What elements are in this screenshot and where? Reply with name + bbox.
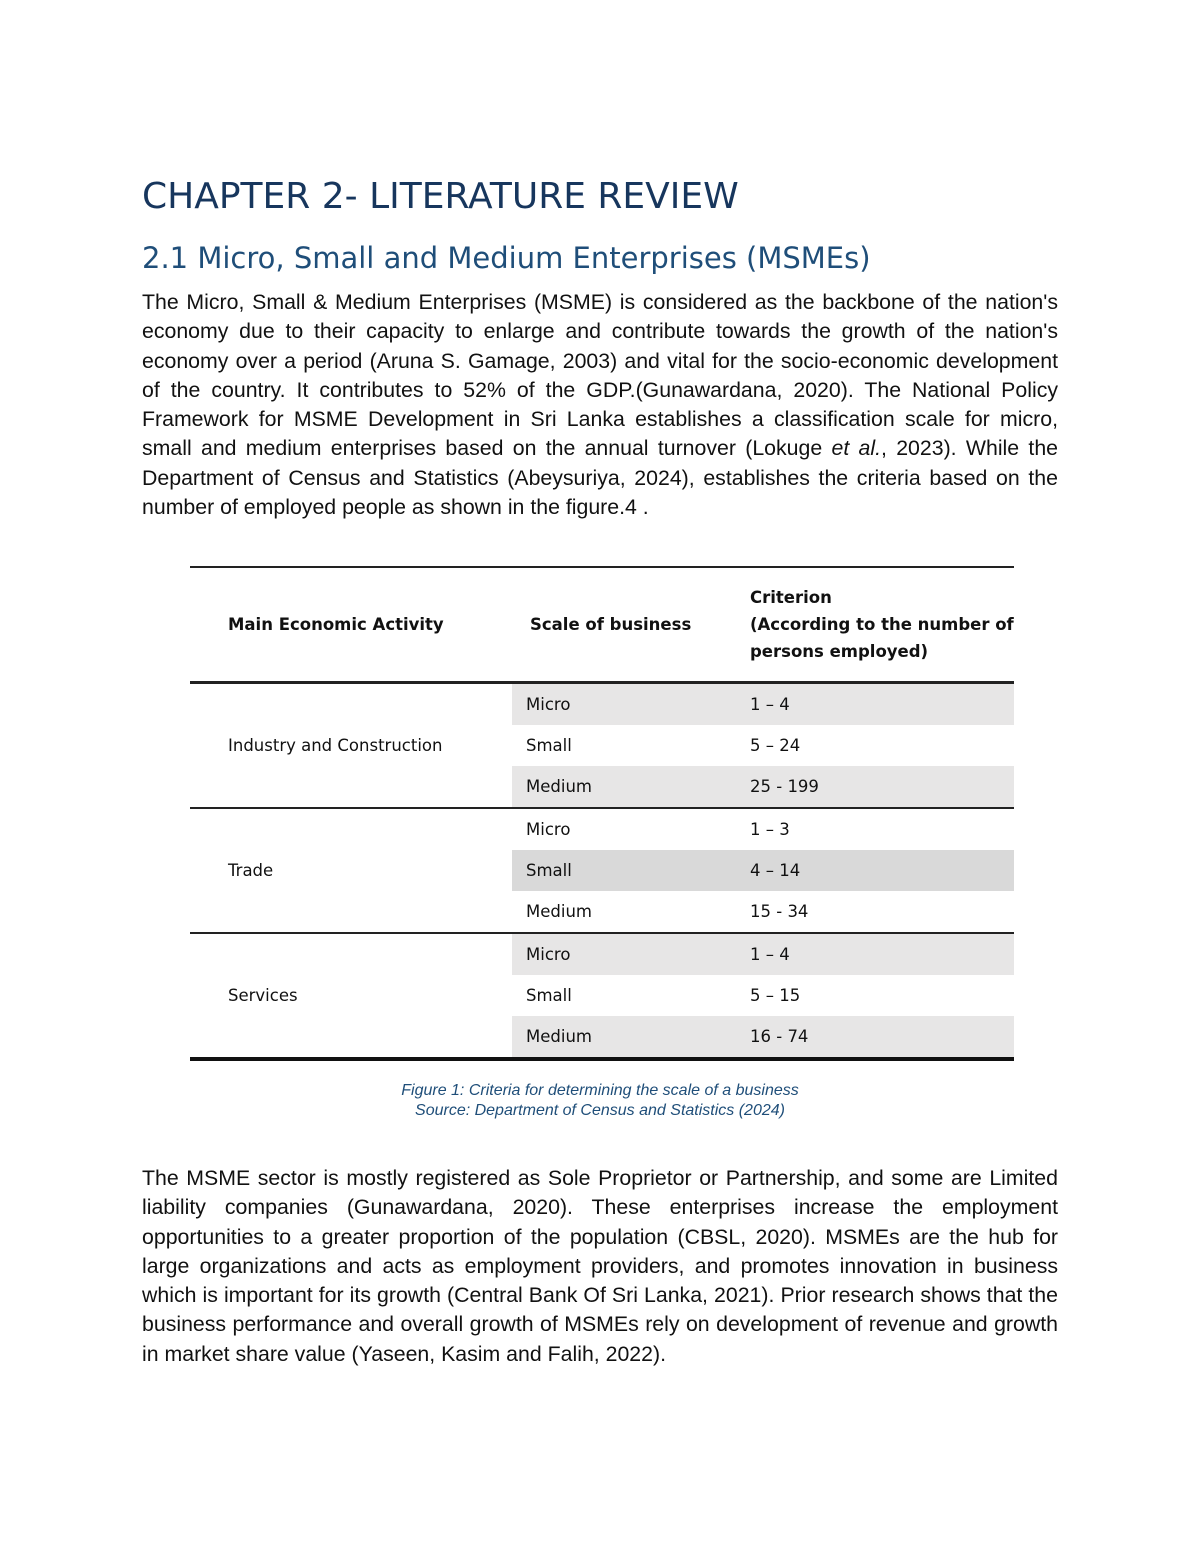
- scale-cell: Small: [512, 850, 724, 891]
- figure-caption-title: Figure 1: Criteria for determining the scale of a business: [401, 1082, 799, 1099]
- paragraph-intro: [142, 288, 1058, 522]
- activity-cell: Services: [190, 933, 512, 1059]
- criteria-table-figure: [190, 566, 1014, 1061]
- criteria-table: [190, 566, 1014, 1061]
- paragraph-intro-text-a: The Micro, Small & Medium Enterprises (MSME) is considered as the backbone of the nation's economy due to their capacity to enlarge and contribute towards the growth of the nation's economy over a period (Aruna S. Gamage, 2003) and vital for the socio-economic development of the country. It contributes to 52% of the GDP.(Gunawardana, 2020). The National Policy Framework for MSME Development in Sri Lanka establishes a classification scale for micro, small and medium enterprises based on the annual turnover (Lokuge: [142, 290, 1058, 461]
- scale-cell: Medium: [512, 766, 724, 808]
- table-header-row: [190, 567, 1014, 683]
- header-scale: Scale of business: [512, 567, 724, 683]
- scale-cell: Micro: [512, 683, 724, 726]
- criterion-cell: 5 – 24: [750, 736, 801, 755]
- table-row: [190, 808, 1014, 850]
- paragraph-intro-text-b: , 2023). While the Department of Census and Statistics (Abeysuriya, 2024), establishes the criteria based on the number of employed people as shown in the figure.4 .: [142, 436, 1059, 520]
- scale-cell: Micro: [526, 820, 571, 839]
- chapter-title: CHAPTER 2- LITERATURE REVIEW: [142, 176, 739, 217]
- figure-caption-source: Source: Department of Census and Statistics (2024): [415, 1102, 785, 1119]
- paragraph-intro-italic: et al.: [831, 436, 882, 461]
- scale-cell: Medium: [512, 1016, 724, 1059]
- activity-cell: Industry and Construction: [190, 683, 512, 809]
- header-criterion-title: Criterion: [750, 588, 832, 607]
- scale-cell: Small: [526, 736, 572, 755]
- scale-cell: Medium: [512, 891, 724, 933]
- criterion-cell: 1 – 3: [750, 820, 790, 839]
- header-criterion-subtitle: (According to the number of persons employed): [750, 615, 1014, 661]
- scale-cell: Small: [526, 986, 572, 1005]
- criterion-cell: 4 – 14: [724, 850, 1014, 891]
- table-row: [190, 933, 1014, 975]
- criterion-cell: 5 – 15: [750, 986, 801, 1005]
- criterion-cell: 15 - 34: [724, 891, 1014, 933]
- criterion-cell: 25 - 199: [724, 766, 1014, 808]
- scale-cell: Micro: [512, 933, 724, 975]
- paragraph-msme-sector: The MSME sector is mostly registered as Sole Proprietor or Partnership, and some are Limited liability companies (Gunawardana, 2020). These enterprises increase the employment opportunities to a greater proportion of the population (CBSL, 2020). MSMEs are the hub for large organizations and acts as employment providers, and promotes innovation in business which is important for its growth (Central Bank Of Sri Lanka, 2021). Prior research shows that the business performance and overall growth of MSMEs rely on development of revenue and growth in market share value (Yaseen, Kasim and Falih, 2022).: [142, 1166, 1058, 1366]
- criterion-cell: 1 – 4: [724, 933, 1014, 975]
- section-title: 2.1 Micro, Small and Medium Enterprises (MSMEs): [142, 241, 871, 275]
- header-criterion: [724, 567, 1014, 683]
- criterion-cell: 16 - 74: [724, 1016, 1014, 1059]
- criterion-cell: 1 – 4: [724, 683, 1014, 726]
- figure-caption: [142, 1081, 1058, 1121]
- activity-cell: Trade: [190, 808, 512, 933]
- table-row: [190, 683, 1014, 726]
- header-activity: Main Economic Activity: [190, 567, 512, 683]
